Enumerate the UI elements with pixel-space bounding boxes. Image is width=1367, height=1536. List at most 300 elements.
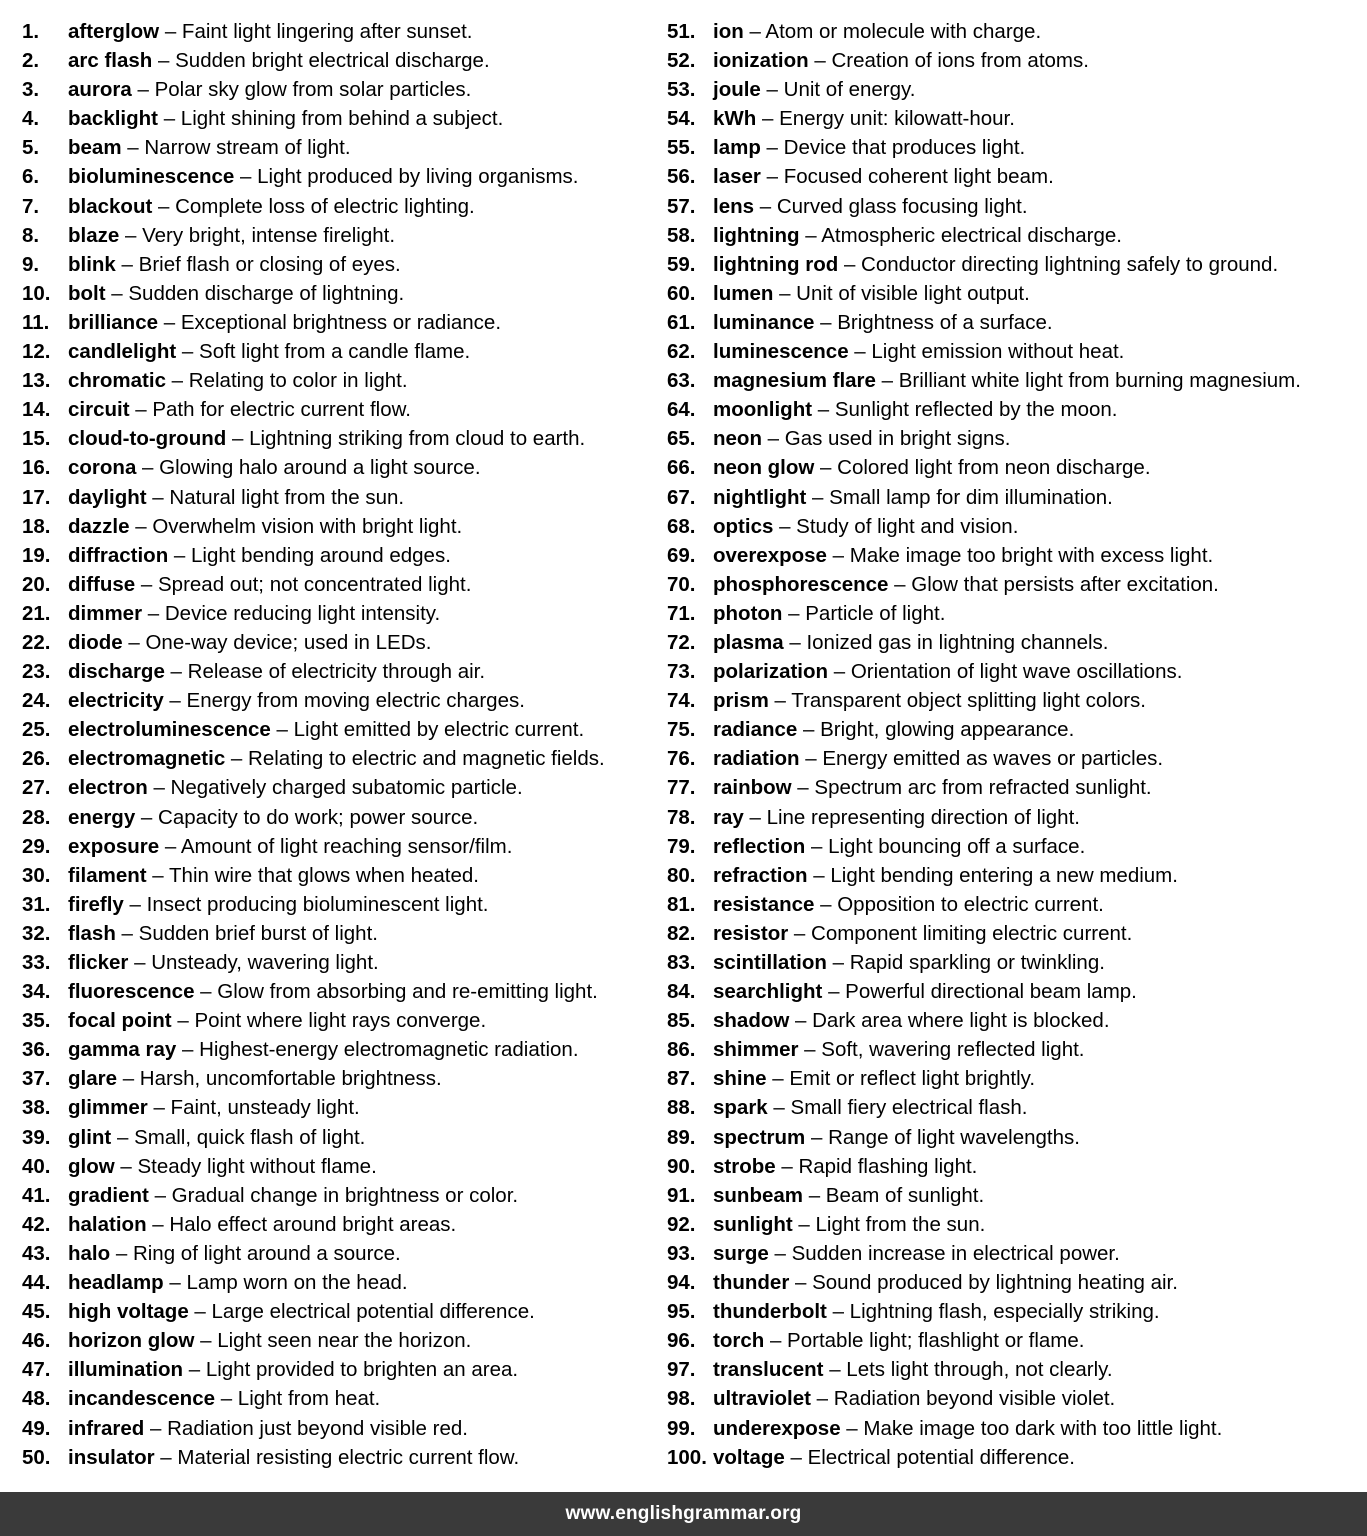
entry-body (68, 1414, 468, 1443)
glossary-entry (22, 1181, 652, 1210)
glossary-entry (22, 948, 652, 977)
glossary-entry (22, 483, 652, 512)
entry-number: 1. (22, 20, 40, 43)
entry-definition: Sudden brief burst of light. (138, 921, 378, 945)
entry-definition: Light emitted by electric current. (293, 718, 585, 742)
entry-number: 4. (22, 107, 40, 131)
entry-term: resistor (713, 921, 789, 945)
glossary-entry (22, 1297, 652, 1326)
glossary-entry (22, 308, 652, 337)
entry-separator: – (803, 1183, 826, 1207)
entry-separator: – (826, 543, 850, 567)
entry-number: 91. (667, 1183, 696, 1207)
entry-definition: Light from heat. (237, 1387, 381, 1411)
entry-separator: – (814, 456, 838, 480)
glossary-entry (22, 1326, 652, 1355)
entry-number: 63. (667, 369, 696, 393)
entry-separator: – (164, 660, 188, 684)
entry-definition: Sunlight reflected by the moon. (834, 398, 1118, 422)
entry-term: brilliance (68, 310, 159, 334)
entry-separator: – (270, 718, 294, 742)
entry-term: lightning (713, 223, 800, 247)
entry-term: backlight (68, 107, 158, 131)
glossary-entry (667, 1093, 1357, 1122)
entry-number: 51. (667, 20, 696, 43)
glossary-entry (667, 1152, 1357, 1181)
entry-term: rainbow (713, 776, 792, 800)
entry-body (68, 715, 584, 744)
glossary-entry (667, 1035, 1357, 1064)
entry-number: 67. (667, 485, 696, 509)
entry-term: aurora (68, 78, 132, 102)
glossary-entry (22, 1123, 652, 1152)
entry-definition: Sound produced by lightning heating air. (812, 1271, 1178, 1295)
entry-term: ion (713, 20, 744, 43)
entry-separator: – (115, 252, 139, 276)
entry-number: 48. (22, 1387, 51, 1411)
entry-definition: Rapid sparkling or twinkling. (849, 951, 1105, 974)
entry-body (713, 424, 1010, 453)
entry-body (713, 162, 1054, 191)
entry-separator: – (767, 1096, 791, 1120)
glossary-entry (667, 977, 1357, 1006)
entry-number: 43. (22, 1241, 51, 1265)
entry-separator: – (773, 281, 797, 305)
glossary-entry (667, 512, 1357, 541)
entry-body (68, 686, 525, 715)
entry-body (713, 1414, 1222, 1443)
entry-term: laser (713, 165, 761, 189)
entry-number: 56. (667, 165, 696, 189)
entry-separator: – (163, 689, 187, 713)
entry-number: 14. (22, 398, 51, 422)
entry-term: gamma ray (68, 1038, 177, 1062)
entry-body (713, 948, 1105, 977)
entry-term: dazzle (68, 514, 130, 538)
entry-term: searchlight (713, 980, 823, 1004)
glossary-entry (22, 1443, 652, 1472)
entry-separator: – (159, 834, 181, 858)
entry-number: 5. (22, 136, 40, 160)
entry-number: 93. (667, 1241, 696, 1265)
entry-body (68, 744, 605, 773)
entry-body (68, 890, 489, 919)
entry-term: photon (713, 601, 783, 625)
entry-separator: – (131, 78, 155, 102)
entry-definition: Colored light from neon discharge. (837, 456, 1151, 480)
entry-term: spectrum (713, 1125, 806, 1149)
entry-number: 94. (667, 1271, 696, 1295)
entry-definition: Soft light from a candle flame. (199, 340, 471, 364)
glossary-entry (22, 1414, 652, 1443)
entry-definition: Radiation just beyond visible red. (167, 1416, 468, 1440)
entry-term: nightlight (713, 485, 807, 509)
entry-separator: – (797, 718, 821, 742)
entry-term: glimmer (68, 1096, 148, 1120)
entry-term: underexpose (713, 1416, 841, 1440)
entry-term: prism (713, 689, 769, 713)
entry-body (713, 512, 1018, 541)
entry-definition: Radiation beyond visible violet. (833, 1387, 1116, 1411)
entry-term: phosphorescence (713, 572, 889, 596)
entry-number: 13. (22, 369, 51, 393)
entry-term: neon glow (713, 456, 815, 480)
entry-separator: – (805, 834, 829, 858)
entry-separator: – (756, 107, 780, 131)
entry-separator: – (158, 310, 181, 334)
entry-separator: – (225, 747, 249, 771)
footer-website-url[interactable]: www.englishgrammar.org (565, 1503, 802, 1524)
glossary-entry (22, 104, 652, 133)
glossary-entry (667, 570, 1357, 599)
entry-separator: – (788, 921, 812, 945)
entry-separator: – (226, 427, 250, 451)
entry-definition: Complete loss of electric lighting. (175, 194, 475, 218)
entry-separator: – (128, 951, 152, 974)
entry-body (68, 861, 479, 890)
entry-separator: – (768, 1241, 792, 1265)
entry-definition: Brightness of a surface. (837, 310, 1053, 334)
entry-body (68, 1268, 408, 1297)
entry-body (713, 1123, 1080, 1152)
entry-term: headlamp (68, 1271, 164, 1295)
entry-definition: Make image too dark with too little light. (863, 1416, 1223, 1440)
entry-number: 30. (22, 863, 51, 887)
entry-body (713, 192, 1028, 221)
entry-term: filament (68, 863, 147, 887)
entry-term: infrared (68, 1416, 145, 1440)
entry-number: 6. (22, 165, 40, 189)
entry-definition: Negatively charged subatomic particle. (170, 776, 523, 800)
entry-number: 19. (22, 543, 51, 567)
glossary-entry (22, 133, 652, 162)
entry-separator: – (805, 1125, 829, 1149)
entry-definition: Light bending entering a new medium. (830, 863, 1178, 887)
entry-body (713, 46, 1089, 75)
entry-separator: – (159, 20, 182, 43)
entry-number: 9. (22, 252, 40, 276)
glossary-entry (667, 162, 1357, 191)
entry-body (713, 977, 1137, 1006)
entry-separator: – (135, 805, 159, 829)
entry-body (68, 919, 378, 948)
entry-term: fluorescence (68, 980, 195, 1004)
entry-body (68, 541, 451, 570)
entry-separator: – (823, 1358, 847, 1382)
entry-number: 23. (22, 660, 51, 684)
glossary-entry (667, 744, 1357, 773)
entry-number: 10. (22, 281, 51, 305)
entry-separator: – (171, 1009, 195, 1033)
entry-definition: Relating to color in light. (188, 369, 408, 393)
entry-term: resistance (713, 892, 815, 916)
entry-separator: – (822, 980, 846, 1004)
entry-term: glow (68, 1154, 115, 1178)
glossary-entry (22, 279, 652, 308)
entry-separator: – (754, 194, 777, 218)
entry-number: 20. (22, 572, 51, 596)
entry-number: 81. (667, 892, 696, 916)
entry-separator: – (814, 892, 838, 916)
entry-term: reflection (713, 834, 806, 858)
glossary-entry (667, 221, 1357, 250)
entry-body (68, 424, 585, 453)
entry-separator: – (111, 1125, 135, 1149)
entry-definition: Device that produces light. (783, 136, 1026, 160)
entry-body (713, 599, 945, 628)
entry-term: ultraviolet (713, 1387, 811, 1411)
entry-term: glint (68, 1125, 112, 1149)
entry-term: thunder (713, 1271, 790, 1295)
entry-number: 73. (667, 660, 696, 684)
entry-definition: Powerful directional beam lamp. (845, 980, 1137, 1004)
entry-body (68, 832, 512, 861)
entry-separator: – (146, 485, 170, 509)
entry-number: 46. (22, 1329, 51, 1353)
entry-number: 87. (667, 1067, 696, 1091)
entry-definition: Bright, glowing appearance. (820, 718, 1075, 742)
entry-term: cloud-to-ground (68, 427, 227, 451)
entry-body (713, 628, 1108, 657)
glossary-entry (22, 1064, 652, 1093)
entry-number: 34. (22, 980, 51, 1004)
entry-definition: Natural light from the sun. (169, 485, 405, 509)
glossary-entry (22, 221, 652, 250)
entry-definition: Light seen near the horizon. (217, 1329, 472, 1353)
glossary-entry (667, 715, 1357, 744)
glossary-entry (667, 75, 1357, 104)
entry-separator: – (826, 951, 850, 974)
glossary-entry (667, 250, 1357, 279)
entry-number: 3. (22, 78, 40, 102)
entry-separator: – (789, 1271, 813, 1295)
entry-term: candlelight (68, 340, 177, 364)
entry-separator: – (760, 78, 784, 102)
entry-separator: – (152, 49, 176, 73)
glossary-entry (667, 46, 1357, 75)
entry-body (713, 1268, 1178, 1297)
entry-term: neon (713, 427, 762, 451)
entry-body (713, 1297, 1160, 1326)
entry-separator: – (234, 165, 258, 189)
entry-body (68, 599, 440, 628)
entry-separator: – (766, 1067, 790, 1091)
glossary-entry (667, 890, 1357, 919)
entry-separator: – (826, 1300, 850, 1324)
entry-body (713, 17, 1041, 46)
entry-definition: Small, quick flash of light. (134, 1125, 366, 1149)
entry-definition: Beam of sunlight. (825, 1183, 985, 1207)
entry-number: 92. (667, 1212, 696, 1236)
entry-definition: Glow that persists after excitation. (911, 572, 1219, 596)
entry-separator: – (115, 921, 139, 945)
glossary-entry (22, 1093, 652, 1122)
entry-number: 17. (22, 485, 51, 509)
entry-definition: Faint light lingering after sunset. (181, 20, 473, 43)
entry-body (713, 1443, 1075, 1472)
entry-definition: Atom or molecule with charge. (765, 20, 1042, 43)
entry-body (68, 570, 471, 599)
entry-number: 22. (22, 630, 51, 654)
entry-term: plasma (713, 630, 784, 654)
entry-term: gradient (68, 1183, 149, 1207)
glossary-entry (22, 890, 652, 919)
glossary-entry (22, 832, 652, 861)
glossary-column-right (667, 17, 1357, 1472)
entry-body (68, 133, 351, 162)
entry-definition: Soft, wavering reflected light. (821, 1038, 1085, 1062)
glossary-entry (22, 162, 652, 191)
entry-definition: Brief flash or closing of eyes. (138, 252, 401, 276)
entry-definition: Light shining from behind a subject. (180, 107, 504, 131)
entry-term: lamp (713, 136, 761, 160)
glossary-entry (667, 773, 1357, 802)
entry-body (713, 832, 1085, 861)
entry-separator: – (791, 776, 815, 800)
entry-number: 50. (22, 1445, 51, 1469)
glossary-entry (667, 948, 1357, 977)
entry-body (68, 773, 523, 802)
entry-number: 100. (667, 1445, 707, 1469)
entry-number: 77. (667, 776, 696, 800)
entry-definition: Transparent object splitting light colors. (791, 689, 1146, 713)
entry-body (713, 1181, 984, 1210)
entry-number: 82. (667, 921, 696, 945)
glossary-entry (667, 1210, 1357, 1239)
entry-term: surge (713, 1241, 769, 1265)
entry-definition: Emit or reflect light brightly. (789, 1067, 1036, 1091)
entry-term: magnesium flare (713, 369, 876, 393)
entry-separator: – (888, 572, 912, 596)
entry-term: daylight (68, 485, 147, 509)
entry-body (713, 75, 915, 104)
glossary-entry (667, 395, 1357, 424)
entry-definition: Glowing halo around a light source. (159, 456, 481, 480)
entry-term: bolt (68, 281, 106, 305)
entry-term: illumination (68, 1358, 184, 1382)
entry-separator: – (105, 281, 129, 305)
entry-separator: – (784, 1445, 808, 1469)
entry-term: circuit (68, 398, 130, 422)
entry-definition: Highest-energy electromagnetic radiation. (199, 1038, 579, 1062)
entry-body (68, 279, 404, 308)
entry-term: refraction (713, 863, 808, 887)
glossary-entry (667, 628, 1357, 657)
entry-definition: Gas used in bright signs. (784, 427, 1011, 451)
entry-term: bioluminescence (68, 165, 235, 189)
entry-separator: – (743, 805, 767, 829)
entry-definition: Overwhelm vision with bright light. (152, 514, 463, 538)
entry-body (713, 686, 1146, 715)
entry-body (713, 133, 1025, 162)
entry-term: shimmer (713, 1038, 799, 1062)
glossary-entry (22, 424, 652, 453)
entry-term: strobe (713, 1154, 776, 1178)
entry-body (68, 1152, 377, 1181)
entry-separator: – (194, 980, 218, 1004)
entry-definition: Focused coherent light beam. (783, 165, 1054, 189)
glossary-entry (667, 861, 1357, 890)
entry-term: halo (68, 1241, 111, 1265)
entry-definition: Line representing direction of light. (766, 805, 1080, 829)
entry-number: 27. (22, 776, 51, 800)
glossary-entry (667, 192, 1357, 221)
entry-body (713, 657, 1182, 686)
entry-definition: Unsteady, wavering light. (151, 951, 379, 974)
entry-term: overexpose (713, 543, 827, 567)
entry-body (68, 104, 503, 133)
entry-number: 85. (667, 1009, 696, 1033)
glossary-entry (22, 1152, 652, 1181)
entry-number: 38. (22, 1096, 51, 1120)
entry-number: 15. (22, 427, 51, 451)
entry-body (713, 1064, 1035, 1093)
entry-number: 90. (667, 1154, 696, 1178)
entry-number: 33. (22, 951, 51, 974)
entry-definition: Study of light and vision. (796, 514, 1019, 538)
glossary-entry (667, 657, 1357, 686)
entry-separator: – (135, 572, 158, 596)
glossary-entry (22, 250, 652, 279)
entry-definition: Thin wire that glows when heated. (169, 863, 479, 887)
entry-body (68, 977, 598, 1006)
entry-definition: Light provided to brighten an area. (205, 1358, 519, 1382)
glossary-entry (667, 1123, 1357, 1152)
entry-body (713, 890, 1104, 919)
glossary-entry (22, 1268, 652, 1297)
entry-separator: – (828, 660, 851, 684)
glossary-entry (22, 1239, 652, 1268)
entry-term: joule (713, 78, 761, 102)
entry-definition: Energy emitted as waves or particles. (822, 747, 1164, 771)
glossary-entry (667, 1239, 1357, 1268)
entry-term: firefly (68, 892, 124, 916)
entry-body (68, 250, 401, 279)
entry-term: optics (713, 514, 774, 538)
entry-separator: – (158, 107, 181, 131)
entry-definition: Light from the sun. (815, 1212, 986, 1236)
entry-separator: – (168, 543, 192, 567)
entry-number: 45. (22, 1300, 51, 1324)
entry-definition: Halo effect around bright areas. (169, 1212, 457, 1236)
entry-number: 47. (22, 1358, 51, 1382)
entry-separator: – (148, 1183, 172, 1207)
entry-definition: Electrical potential difference. (807, 1445, 1075, 1469)
entry-term: shine (713, 1067, 767, 1091)
entry-separator: – (122, 630, 146, 654)
entry-term: blackout (68, 194, 153, 218)
entry-number: 18. (22, 514, 51, 538)
entry-separator: – (761, 427, 785, 451)
entry-separator: – (768, 689, 792, 713)
entry-definition: Small lamp for dim illumination. (829, 485, 1113, 509)
entry-separator: – (808, 49, 832, 73)
glossary-entry (22, 512, 652, 541)
entry-definition: Ionized gas in lightning channels. (806, 630, 1109, 654)
entry-definition: Atmospheric electrical discharge. (821, 223, 1122, 247)
glossary-entry (667, 1443, 1357, 1472)
entry-definition: Brilliant white light from burning magnesium. (898, 369, 1301, 393)
entry-body (68, 1064, 442, 1093)
entry-body (713, 1093, 1027, 1122)
entry-body (68, 1181, 518, 1210)
entry-definition: Conductor directing lightning safely to ground. (861, 252, 1279, 276)
entry-body (713, 1035, 1084, 1064)
entry-number: 66. (667, 456, 696, 480)
glossary-entry (22, 1210, 652, 1239)
entry-number: 12. (22, 340, 51, 364)
entry-number: 58. (667, 223, 696, 247)
